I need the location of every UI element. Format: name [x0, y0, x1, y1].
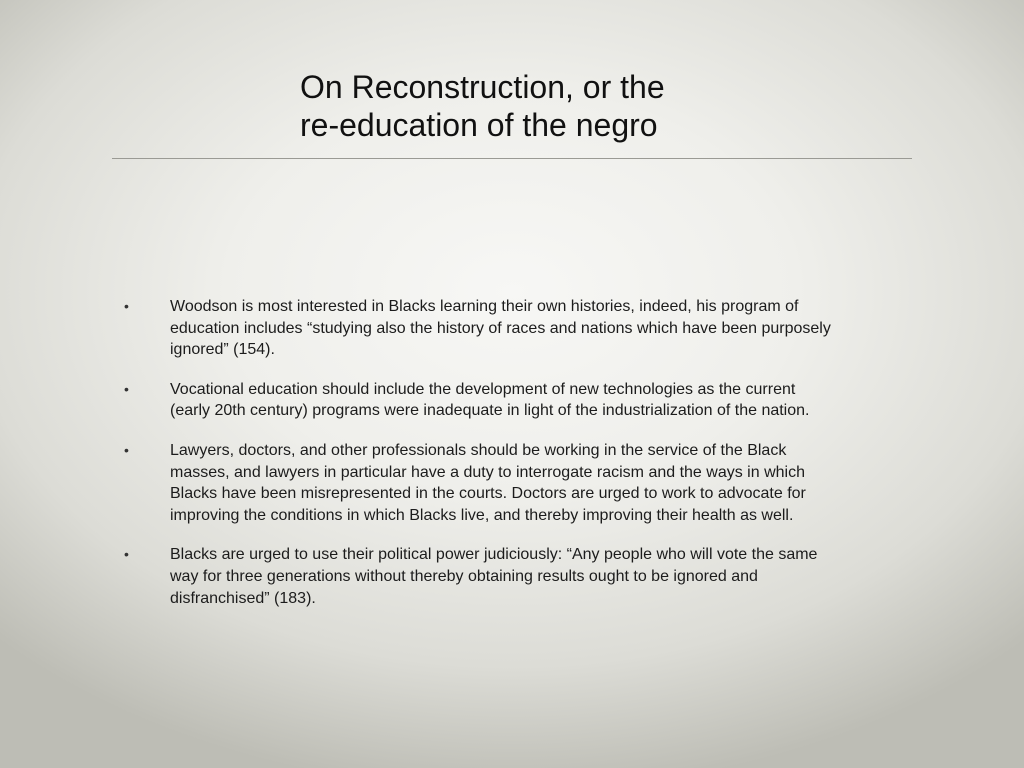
title-divider: [112, 158, 912, 159]
bullet-icon: •: [124, 441, 129, 458]
bullet-icon: •: [124, 546, 129, 563]
bullet-item: [124, 440, 924, 526]
bullet-item: [124, 379, 924, 422]
bullet-icon: •: [124, 298, 129, 314]
bullet-text-line: disfranchised” (183).: [170, 589, 316, 607]
slide-title-line-2: re-education of the negro: [300, 107, 658, 143]
bullet-item: [124, 544, 924, 609]
bullet-text-line: Vocational education should include the development of new technologies as the current: [170, 380, 796, 398]
bullet-text-line: Lawyers, doctors, and other professionals should be working in the service of the Black: [170, 441, 787, 459]
bullet-text-line: improving the conditions in which Blacks live, and thereby improving their health as well.: [170, 506, 794, 524]
bullet-text-line: masses, and lawyers in particular have a duty to interrogate racism and the ways in which: [170, 463, 805, 481]
bullet-text-line: way for three generations without thereby obtaining results ought to be ignored and: [170, 567, 758, 585]
bullet-text-line: Blacks have been misrepresented in the courts. Doctors are urged to work to advocate for: [170, 485, 806, 503]
bullet-list: [124, 296, 924, 627]
bullet-text-line: education includes “studying also the history of races and nations which have been purposely: [170, 319, 831, 337]
bullet-text-line: (early 20th century) programs were inadequate in light of the industrialization of the nation.: [170, 402, 810, 420]
bullet-text-line: Blacks are urged to use their political power judiciously: “Any people who will vote the same: [170, 546, 818, 564]
bullet-text-line: ignored” (154).: [170, 341, 275, 359]
bullet-icon: •: [124, 380, 129, 397]
bullet-text-line: Woodson is most interested in Blacks learning their own histories, indeed, his program of: [170, 298, 799, 315]
slide-title: [300, 68, 740, 144]
bullet-item: [124, 296, 924, 361]
slide-title-line-1: On Reconstruction, or the: [300, 69, 665, 105]
